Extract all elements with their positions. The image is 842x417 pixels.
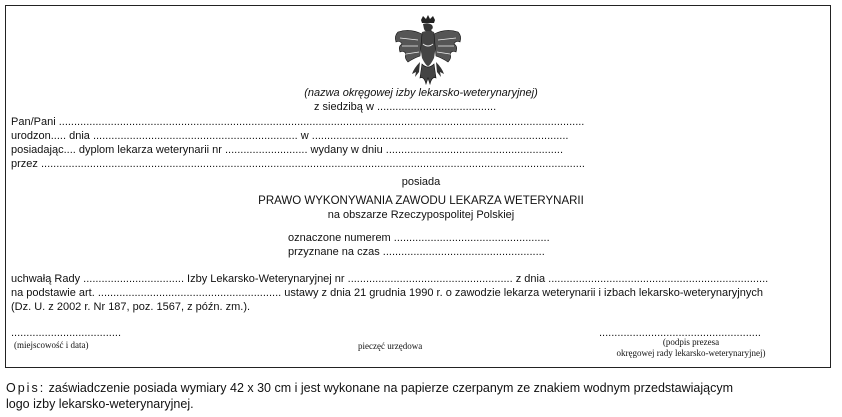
description-prefix: Opis:: [6, 381, 46, 395]
birth-field[interactable]: urodzon..... dnia ................................................................... w ....................................................................................: [11, 130, 569, 142]
official-seal-label: pieczęć urzędowa: [358, 341, 423, 351]
posiada-label: posiada: [401, 176, 441, 188]
place-date-label: (miejscowość i data): [14, 340, 89, 350]
description-text-1: zaświadczenie posiada wymiary 42 x 30 cm i jest wykonane na papierze czerpanym ze znakiem wodnym przedstawiającym: [45, 381, 733, 395]
issued-by-field[interactable]: przez ..................................................................................................................................................................................: [11, 158, 585, 170]
legal-reference: (Dz. U. z 2002 r. Nr 187, poz. 1567, z późn. zm.).: [11, 301, 251, 313]
description-line-2: logo izby lekarsko-weterynaryjnej.: [6, 397, 194, 411]
signature-dots[interactable]: .....................................................: [599, 327, 761, 339]
certificate-title: PRAWO WYKONYWANIA ZAWODU LEKARZA WETERYNARII: [258, 195, 584, 207]
period-field[interactable]: przyznane na czas .....................................................: [288, 246, 545, 258]
signature-label-1: (podpis prezesa: [662, 337, 720, 347]
chamber-name-hint: (nazwa okręgowej izby lekarsko-weterynaryjnej): [304, 87, 538, 99]
seat-line: z siedzibą w .......................................: [314, 101, 497, 113]
eagle-emblem-icon: [390, 14, 466, 92]
description-line-1: [6, 381, 733, 396]
pan-pani-field[interactable]: Pan/Pani ............................................................................................................................................................................: [11, 116, 585, 128]
signature-label-2: okręgowej rady lekarsko-weterynaryjnej): [616, 348, 766, 358]
number-field[interactable]: oznaczone numerem ...................................................: [288, 232, 550, 244]
certificate-frame: [5, 5, 831, 368]
certificate-subtitle: na obszarze Rzeczypospolitej Polskiej: [327, 209, 515, 221]
legal-basis-field[interactable]: na podstawie art. ............................................................ ustawy z dnia 21 grudnia 1990 r. o zawodzie lekarza weterynarii i izbach lekarsko-weterynaryjnych: [11, 287, 763, 299]
place-date-dots[interactable]: ....................................: [11, 327, 122, 339]
resolution-field[interactable]: uchwałą Rady ................................. Izby Lekarsko-Weterynaryjnej nr ...................................................... z dnia ........................................................................: [11, 273, 769, 285]
diploma-field[interactable]: posiadając.... dyplom lekarza weterynarii nr ........................... wydany w dniu ..........................................................: [11, 144, 564, 156]
